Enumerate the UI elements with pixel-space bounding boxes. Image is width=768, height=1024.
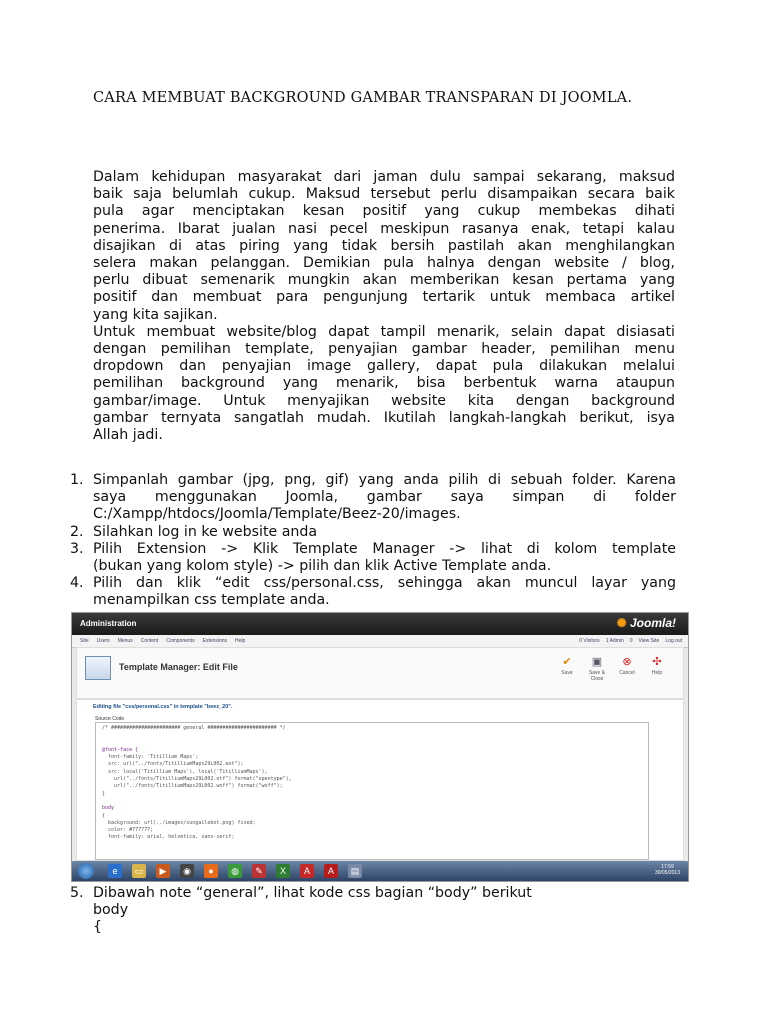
help-icon: ✣ — [652, 656, 662, 668]
paragraph-line: perlu dibuat semenarik mungkin akan memberikan kesan pertama yang — [93, 272, 675, 289]
list-item-line: body — [93, 902, 129, 919]
joomla-logo — [617, 616, 676, 630]
list-item-line: Pilih dan klik “edit css/personal.css, sehingga akan muncul layar yang — [93, 575, 676, 592]
paragraph-line: Dalam kehidupan masyarakat dari jaman dulu sampai sekarang, maksud — [93, 169, 675, 185]
list-item — [64, 524, 676, 541]
paragraph-line: baik saja belumlah cukup. Maksud tersebut perlu disampaikan secara baik — [93, 186, 675, 203]
code-line: font-family: 'Titillium Maps'; — [102, 754, 199, 761]
admin-status — [573, 638, 682, 644]
paragraph-line: Untuk membuat website/blog dapat tampil menarik, selain dapat disiasati — [93, 323, 675, 340]
code-line: background: url(../images/sungailebot.png) fixed; — [102, 819, 256, 826]
joomla-screenshot — [71, 612, 689, 882]
step-5 — [64, 885, 676, 937]
menu-item[interactable]: Extensions — [202, 638, 228, 644]
menu-item[interactable]: Components — [166, 638, 195, 644]
paragraph-line: yang kita sajikan. — [93, 306, 218, 323]
paragraph-line: pula agar menciptakan kesan positif yang cukup membekas dihati — [93, 203, 675, 220]
list-item-line: saya menggunakan Joomla, gambar saya simpan di folder — [93, 489, 676, 506]
list-number: 2. — [70, 523, 84, 540]
joomla-logo-text: Joomla! — [629, 616, 676, 630]
source-code-label: Source Code — [95, 716, 125, 722]
menu-item[interactable]: Site — [80, 638, 89, 644]
code-line: /* ####################### general ####################### */ — [102, 725, 286, 731]
code-line: src: local('Titillium Maps'), local('TitilliumMaps'), — [102, 768, 268, 775]
check-icon: ✔ — [562, 656, 572, 668]
list-item — [64, 472, 676, 524]
code-line: src: url("../fonts/TitilliumMaps29L002.eot"); — [102, 761, 244, 768]
paragraph-line: selera makan pelanggan. Demikian pula halnya dengan website / blog, — [93, 255, 675, 272]
firefox-icon[interactable]: ● — [204, 864, 218, 878]
pdf-icon[interactable]: A — [324, 864, 338, 878]
list-item-line: C:/Xampp/htdocs/Joomla/Template/Beez-20/images. — [93, 506, 461, 523]
code-line: body — [102, 805, 115, 812]
paragraph-line: gambar ternyata sangatlah mudah. Ikutilah langkah-langkah berikut, isya — [93, 409, 675, 426]
acrobat-icon[interactable]: A — [300, 864, 314, 878]
list-item-line: Simpanlah gambar (jpg, png, gif) yang anda pilih di sebuah folder. Karena — [93, 472, 676, 488]
paragraph-line: Allah jadi. — [93, 427, 163, 444]
list-item-line: Pilih Extension -> Klik Template Manager -> lihat di kolom template — [93, 540, 676, 557]
help-button[interactable]: ✣ Help — [651, 656, 663, 676]
admin-title: Administration — [80, 619, 137, 628]
code-line: } — [102, 790, 106, 797]
toolbar-panel — [76, 647, 684, 699]
tool-icon[interactable]: ✎ — [252, 864, 266, 878]
list-item — [64, 575, 676, 609]
taskbar-clock: 17:59 30/05/2013 — [654, 864, 680, 876]
ie-icon[interactable]: e — [108, 864, 122, 878]
status-item: Log out — [665, 638, 682, 644]
excel-icon[interactable]: X — [276, 864, 290, 878]
cancel-icon: ⊗ — [622, 656, 632, 668]
template-manager-icon — [85, 656, 111, 680]
steps-list — [64, 472, 676, 610]
folder-icon[interactable]: ▭ — [132, 864, 146, 878]
status-item: 0 Visitors — [579, 638, 600, 644]
menu-item[interactable]: Help — [235, 638, 246, 644]
paragraph-line: penerima. Ibarat jualan nasi pecel meskipun rasanya enak, tetapi kalau — [93, 220, 675, 237]
code-line: @font-face { — [102, 746, 139, 753]
intro-paragraph — [93, 169, 675, 444]
list-item — [64, 885, 676, 937]
admin-header — [72, 613, 688, 635]
status-item: 1 Admin — [605, 638, 624, 644]
list-item-line: menampilkan css template anda. — [93, 592, 330, 609]
document-title: CARA MEMBUAT BACKGROUND GAMBAR TRANSPARAN DI JOOMLA. — [93, 90, 633, 106]
list-number: 1. — [70, 472, 84, 488]
code-line: url("../fonts/TitilliumMaps29L002.woff") format("woff"); — [102, 783, 283, 790]
code-line: url("../fonts/TitilliumMaps29L002.otf") format("opentype"), — [102, 776, 292, 783]
code-line: color: #777777; — [102, 827, 154, 834]
list-item-line: Silahkan log in ke website anda — [93, 523, 318, 540]
floppy-icon: ▣ — [591, 656, 603, 668]
cancel-button[interactable]: ⊗ Cancel — [619, 656, 635, 676]
save-button[interactable]: ✔ Save — [561, 656, 573, 676]
editor-area — [76, 699, 684, 861]
save-close-button[interactable]: ▣ Save & Close — [588, 656, 606, 682]
list-number: 4. — [70, 575, 84, 592]
code-line — [102, 740, 642, 747]
start-button[interactable] — [78, 863, 94, 879]
paragraph-line: gambar/image. Untuk menyajikan website kita dengan background — [93, 392, 675, 409]
list-item-line: (bukan yang kolom style) -> pilih dan klik Active Template anda. — [93, 558, 552, 575]
windows-taskbar — [72, 861, 688, 881]
app-icon[interactable]: ◉ — [180, 864, 194, 878]
list-number: 3. — [70, 540, 84, 557]
joomla-logo-icon: ✺ — [616, 616, 627, 630]
chrome-icon[interactable]: ◍ — [228, 864, 242, 878]
code-line — [102, 732, 642, 739]
paragraph-line: disajikan di atas piring yang tidak bersih pastilah akan menghilangkan — [93, 237, 675, 254]
code-line — [102, 798, 642, 805]
menu-item[interactable]: Menus — [117, 638, 133, 644]
list-item-line: Dibawah note “general”, lihat kode css bagian “body” berikut — [93, 885, 532, 901]
paragraph-line: dropdown dan penyajian image gallery, dapat pula dilakukan melalui — [93, 358, 675, 375]
menu-item[interactable]: Users — [96, 638, 110, 644]
code-line: font-family: arial, helvetica, sans-serif; — [102, 834, 235, 841]
list-item — [64, 541, 676, 575]
list-item-line: { — [93, 919, 103, 936]
list-number: 5. — [70, 885, 84, 901]
paragraph-line: dengan pemilihan template, penyajian gambar header, pemilihan menu — [93, 341, 675, 358]
source-code-editor[interactable] — [95, 722, 649, 860]
window-icon[interactable]: ▤ — [348, 864, 362, 878]
code-line: { — [102, 812, 106, 819]
paragraph-line: positif dan membuat para pengunjung tertarik untuk membaca artikel — [93, 289, 675, 306]
status-item: 0 — [629, 638, 633, 644]
menu-item[interactable]: Content — [140, 638, 159, 644]
editing-file-label: Editing file "css/personal.css" in template "beez_20". — [93, 704, 233, 710]
paragraph-line: pemilihan background yang menarik, bisa berbentuk warna ataupun — [93, 375, 675, 392]
media-icon[interactable]: ▶ — [156, 864, 170, 878]
status-item: View Site — [638, 638, 660, 644]
page-title: Template Manager: Edit File — [119, 662, 238, 672]
